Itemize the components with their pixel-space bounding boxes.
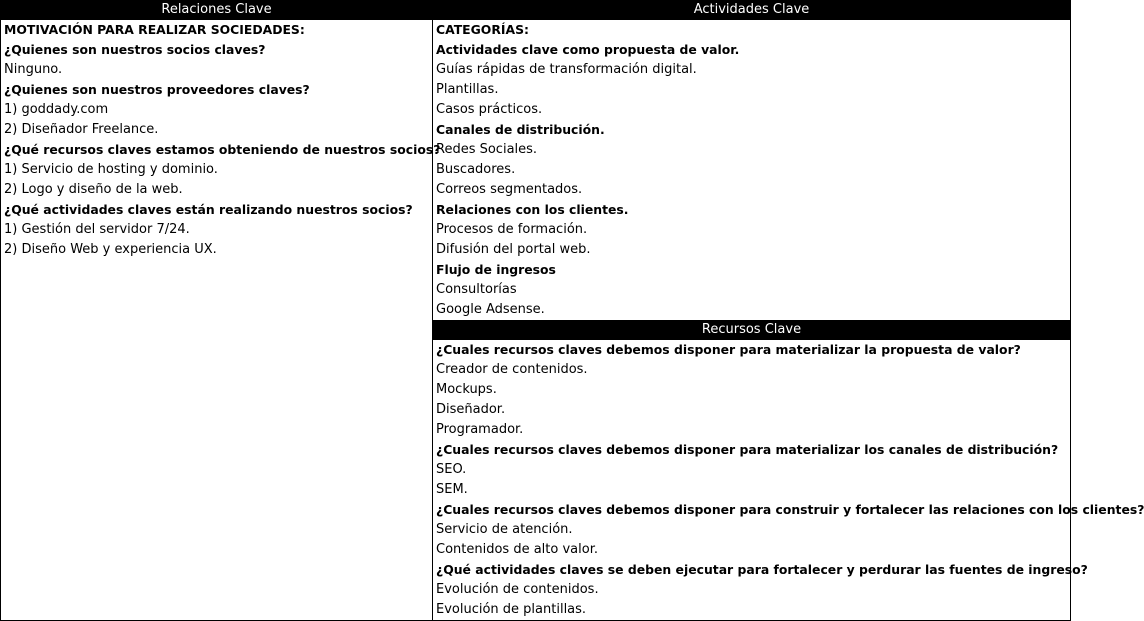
question-heading: Flujo de ingresos xyxy=(436,262,556,277)
list-item: Difusión del portal web. xyxy=(436,242,591,257)
relaciones-clave-header: Relaciones Clave xyxy=(1,0,432,20)
question-heading: Canales de distribución. xyxy=(436,122,605,137)
relaciones-clave-rows xyxy=(1,20,441,260)
question-heading: ¿Quienes son nuestros socios claves? xyxy=(4,42,266,57)
list-item: 2) Logo y diseño de la web. xyxy=(4,182,183,197)
question-heading: ¿Qué recursos claves estamos obteniendo de nuestros socios? xyxy=(4,142,441,157)
question-heading: ¿Qué actividades claves se deben ejecutar para fortalecer y perdurar las fuentes de ingreso? xyxy=(436,562,1088,577)
question-heading: Actividades clave como propuesta de valor. xyxy=(436,42,740,57)
list-item: Google Adsense. xyxy=(436,302,545,317)
list-item: 1) goddady.com xyxy=(4,102,109,117)
list-item: Ninguno. xyxy=(4,62,63,77)
list-item: 2) Diseñador Freelance. xyxy=(4,122,159,137)
list-item: 1) Gestión del servidor 7/24. xyxy=(4,222,190,237)
list-item: Procesos de formación. xyxy=(436,222,588,237)
recursos-clave-header: Recursos Clave xyxy=(433,320,1070,340)
relaciones-clave-section xyxy=(0,0,441,621)
question-heading: ¿Cuales recursos claves debemos disponer para construir y fortalecer las relaciones con los clientes? xyxy=(436,502,1144,517)
list-item: Contenidos de alto valor. xyxy=(436,542,598,557)
list-item: Diseñador. xyxy=(436,402,506,417)
list-item: Plantillas. xyxy=(436,82,499,97)
question-heading: Relaciones con los clientes. xyxy=(436,202,629,217)
list-item: Redes Sociales. xyxy=(436,142,538,157)
list-item: Mockups. xyxy=(436,382,497,397)
list-item: Buscadores. xyxy=(436,162,516,177)
right-column xyxy=(433,0,1144,621)
question-heading: CATEGORÍAS: xyxy=(436,22,529,37)
actividades-clave-rows xyxy=(433,20,1070,320)
list-item: SEO. xyxy=(436,462,467,477)
list-item: Casos prácticos. xyxy=(436,102,543,117)
list-item: Creador de contenidos. xyxy=(436,362,588,377)
question-heading: ¿Quienes son nuestros proveedores claves? xyxy=(4,82,310,97)
question-heading: ¿Cuales recursos claves debemos disponer para materializar los canales de distribución? xyxy=(436,442,1059,457)
question-heading: MOTIVACIÓN PARA REALIZAR SOCIEDADES: xyxy=(4,22,305,37)
list-item: Correos segmentados. xyxy=(436,182,583,197)
list-item: Programador. xyxy=(436,422,524,437)
question-heading: ¿Cuales recursos claves debemos disponer para materializar la propuesta de valor? xyxy=(436,342,1021,357)
list-item: SEM. xyxy=(436,482,468,497)
recursos-clave-rows xyxy=(433,340,1144,620)
list-item: 2) Diseño Web y experiencia UX. xyxy=(4,242,217,257)
list-item: 1) Servicio de hosting y dominio. xyxy=(4,162,218,177)
question-heading: ¿Qué actividades claves están realizando nuestros socios? xyxy=(4,202,413,217)
actividades-clave-header: Actividades Clave xyxy=(433,0,1070,20)
list-item: Evolución de plantillas. xyxy=(436,602,587,617)
list-item: Consultorías xyxy=(436,282,517,297)
list-item: Servicio de atención. xyxy=(436,522,573,537)
list-item: Guías rápidas de transformación digital. xyxy=(436,62,697,77)
list-item: Evolución de contenidos. xyxy=(436,582,599,597)
